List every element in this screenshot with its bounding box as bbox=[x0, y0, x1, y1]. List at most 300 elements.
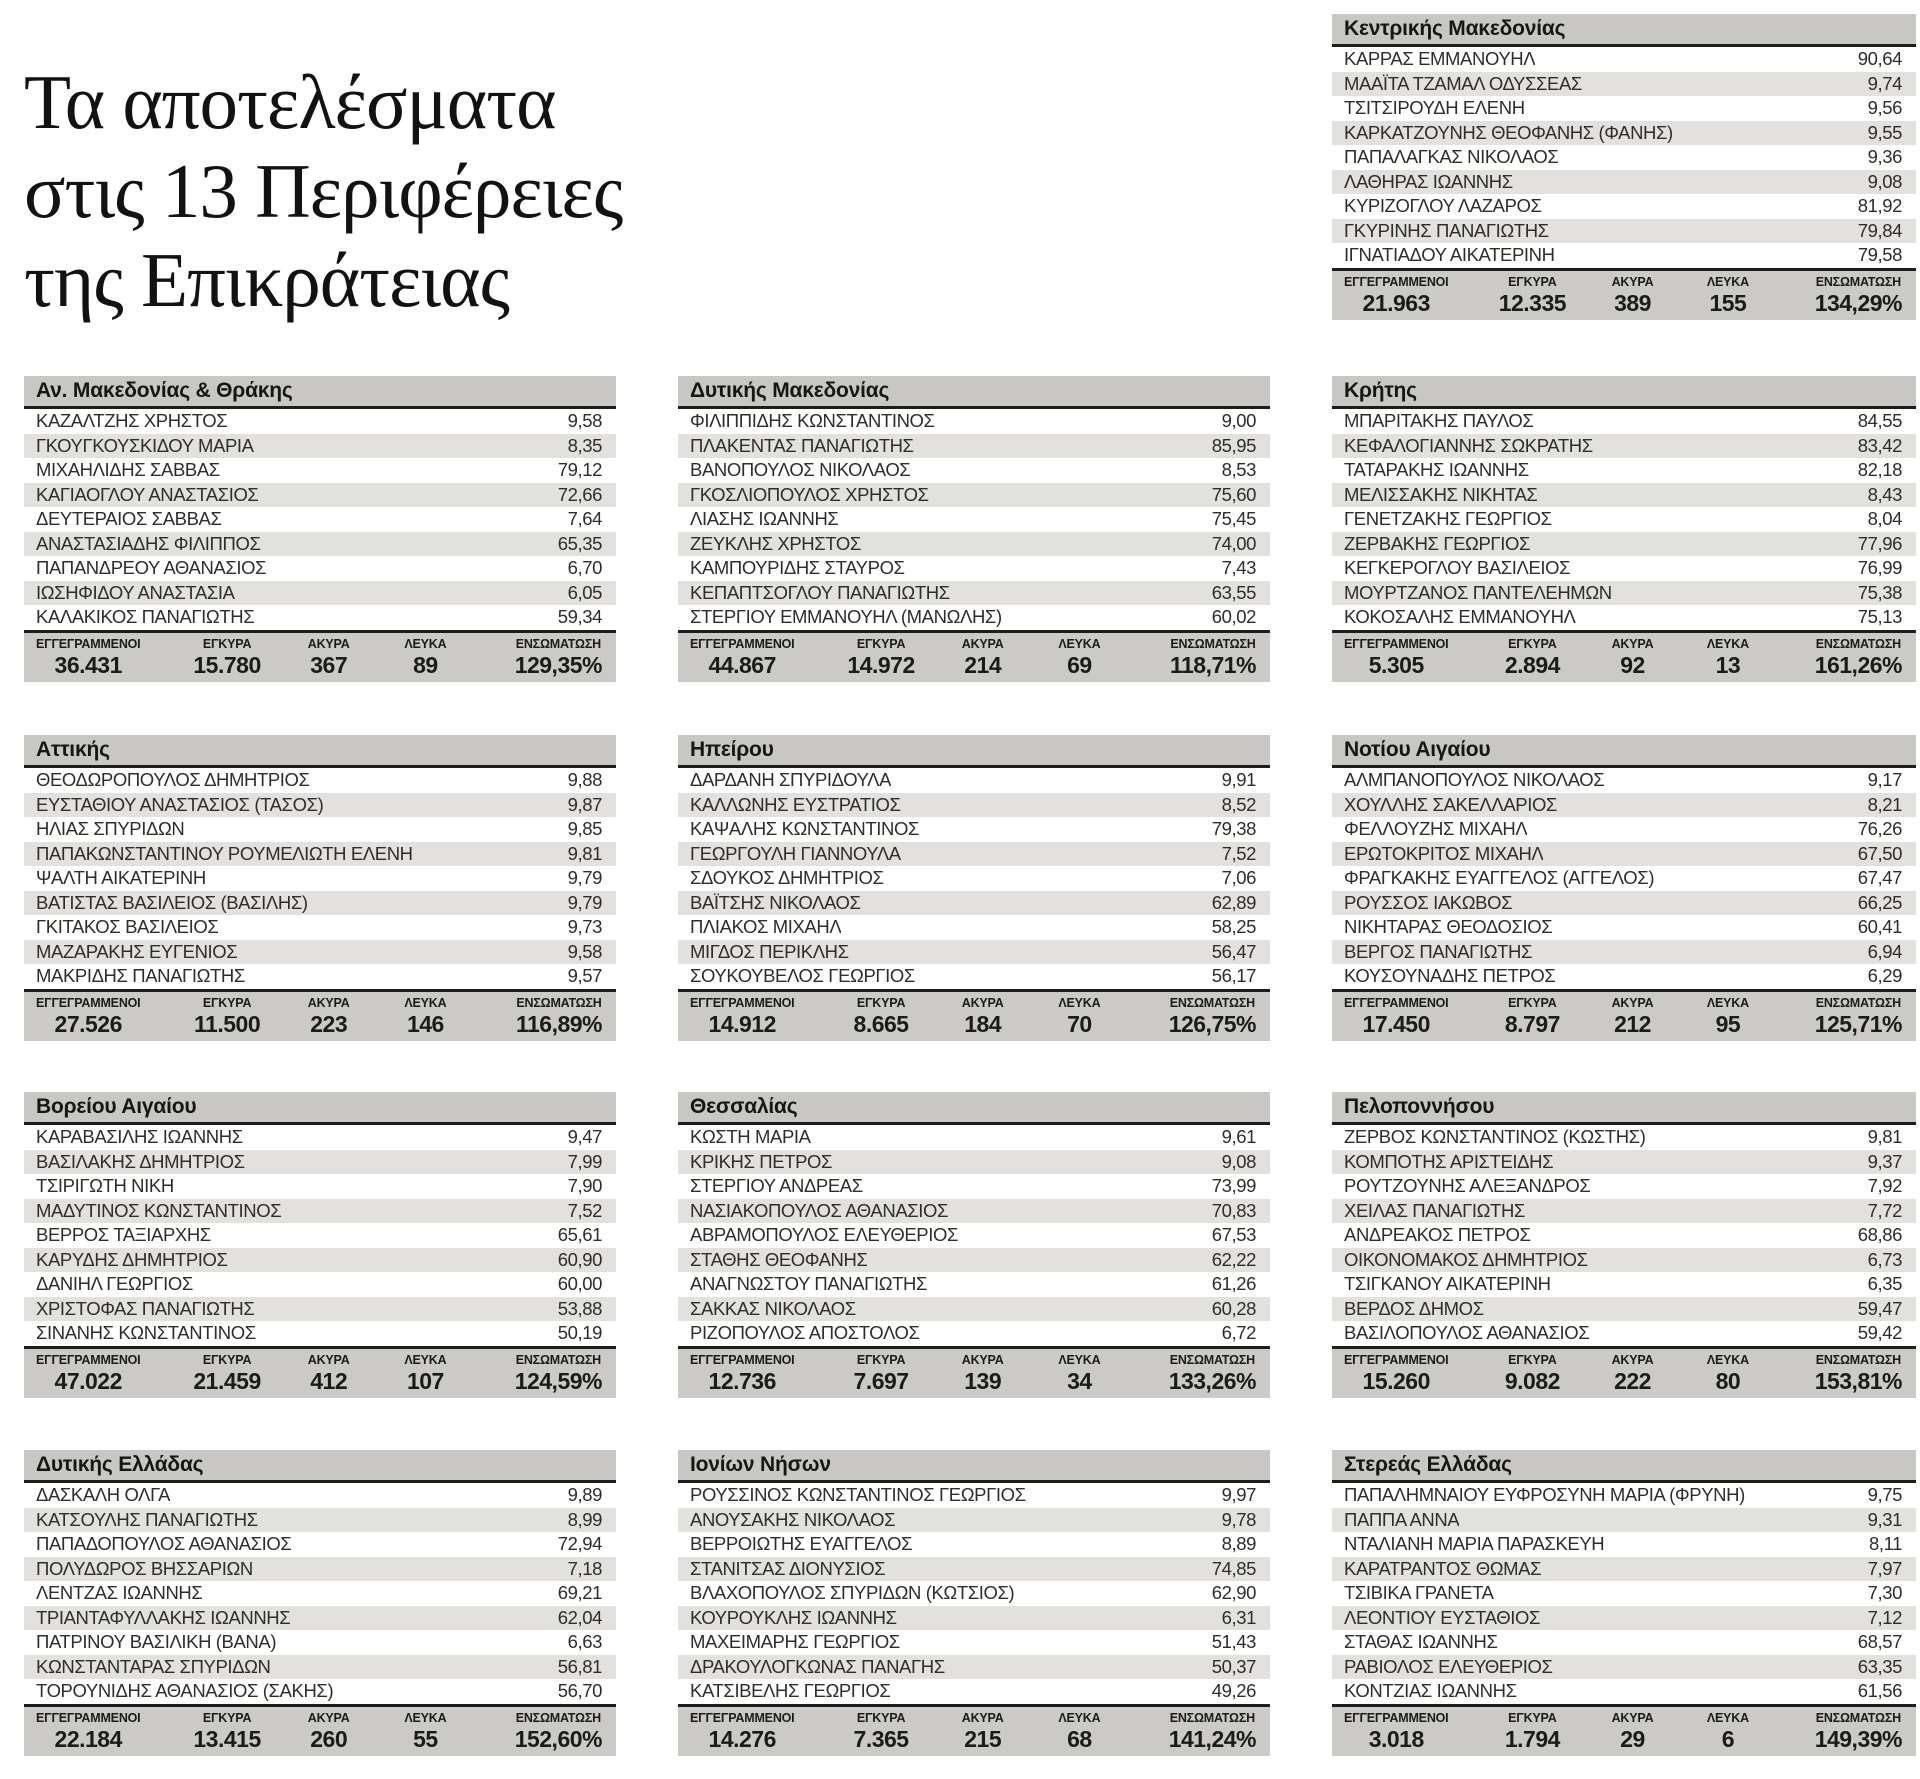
candidate-row bbox=[24, 891, 616, 916]
candidate-percentage: 7,99 bbox=[567, 1150, 602, 1172]
candidate-percentage: 51,43 bbox=[1211, 1631, 1256, 1653]
candidate-percentage: 7,97 bbox=[1867, 1557, 1902, 1579]
candidate-row bbox=[1332, 915, 1916, 940]
stat-value: 9.082 bbox=[1504, 1367, 1560, 1394]
candidate-percentage: 50,37 bbox=[1211, 1655, 1256, 1677]
candidate-row bbox=[1332, 1125, 1916, 1150]
stat-value: 2.894 bbox=[1504, 651, 1560, 678]
candidate-name: ΣΤΑΘΑΣ ΙΩΑΝΝΗΣ bbox=[1344, 1631, 1498, 1653]
stat-cell bbox=[1058, 1353, 1100, 1398]
candidate-percentage: 62,90 bbox=[1211, 1582, 1256, 1604]
stat-cell bbox=[1344, 1353, 1448, 1398]
candidate-row bbox=[678, 1508, 1270, 1533]
candidate-percentage: 6,94 bbox=[1867, 940, 1902, 962]
stat-cell bbox=[515, 1353, 602, 1398]
stat-cell bbox=[404, 637, 446, 682]
stat-label: ΕΓΓΕΓΡΑΜΜΕΝΟΙ bbox=[36, 1352, 141, 1367]
stat-label: ΕΓΚΥΡΑ bbox=[1508, 636, 1557, 651]
region-title: Δυτικής Ελλάδας bbox=[24, 1450, 616, 1483]
candidate-name: ΠΛΙΑΚΟΣ ΜΙΧΑΗΛ bbox=[690, 916, 842, 938]
region-stats-row bbox=[678, 1346, 1270, 1398]
candidate-name: ΠΑΠΑΔΟΠΟΥΛΟΣ ΑΘΑΝΑΣΙΟΣ bbox=[36, 1533, 292, 1555]
stat-label: ΛΕΥΚΑ bbox=[1706, 1352, 1749, 1367]
candidate-row bbox=[678, 1272, 1270, 1297]
candidate-row bbox=[678, 556, 1270, 581]
candidate-percentage: 9,97 bbox=[1221, 1484, 1256, 1506]
stat-value: 212 bbox=[1614, 1010, 1651, 1037]
candidate-row bbox=[678, 1223, 1270, 1248]
candidate-name: ΑΝΟΥΣΑΚΗΣ ΝΙΚΟΛΑΟΣ bbox=[690, 1508, 896, 1530]
candidate-name: ΚΑΡΥΔΗΣ ΔΗΜΗΤΡΙΟΣ bbox=[36, 1248, 228, 1270]
region-table bbox=[678, 1450, 1270, 1756]
candidate-row bbox=[1332, 121, 1916, 146]
candidate-name: ΜΠΑΡΙΤΑΚΗΣ ΠΑΥΛΟΣ bbox=[1344, 410, 1534, 432]
candidate-percentage: 9,08 bbox=[1221, 1150, 1256, 1172]
stat-label: ΕΓΚΥΡΑ bbox=[202, 636, 252, 651]
region-stats-row bbox=[1332, 630, 1916, 682]
stat-value: 21.459 bbox=[193, 1367, 261, 1394]
candidate-row bbox=[1332, 1630, 1916, 1655]
candidate-name: ΣΤΕΡΓΙΟΥ ΕΜΜΑΝΟΥΗΛ (ΜΑΝΩΛΗΣ) bbox=[690, 606, 1002, 628]
region-stats-row bbox=[1332, 268, 1916, 320]
candidate-row bbox=[1332, 1508, 1916, 1533]
candidate-row bbox=[24, 964, 616, 989]
candidate-name: ΛΙΑΣΗΣ ΙΩΑΝΝΗΣ bbox=[690, 508, 839, 530]
candidate-row bbox=[1332, 940, 1916, 965]
stat-label: ΕΓΚΥΡΑ bbox=[856, 1352, 906, 1367]
candidate-percentage: 59,34 bbox=[557, 606, 602, 628]
candidate-percentage: 9,87 bbox=[567, 793, 602, 815]
candidate-name: ΜΕΛΙΣΣΑΚΗΣ ΝΙΚΗΤΑΣ bbox=[1344, 483, 1538, 505]
candidate-name: ΔΕΥΤΕΡΑΙΟΣ ΣΑΒΒΑΣ bbox=[36, 508, 222, 530]
stat-label: ΕΓΓΕΓΡΑΜΜΕΝΟΙ bbox=[1344, 636, 1449, 651]
candidate-percentage: 56,81 bbox=[557, 1655, 602, 1677]
candidate-row bbox=[24, 1223, 616, 1248]
region-title: Στερεάς Ελλάδας bbox=[1332, 1450, 1916, 1483]
candidate-percentage: 7,12 bbox=[1867, 1606, 1902, 1628]
candidate-name: ΚΑΡΑΒΑΣΙΛΗΣ ΙΩΑΝΝΗΣ bbox=[36, 1126, 243, 1148]
stat-label: ΛΕΥΚΑ bbox=[1058, 1352, 1101, 1367]
stat-cell bbox=[962, 1353, 1004, 1398]
stat-cell bbox=[1169, 1711, 1256, 1756]
stat-value: 17.450 bbox=[1362, 1010, 1430, 1037]
stat-label: ΛΕΥΚΑ bbox=[404, 995, 447, 1010]
candidate-percentage: 60,90 bbox=[557, 1248, 602, 1270]
stat-label: ΕΓΓΕΓΡΑΜΜΕΝΟΙ bbox=[690, 995, 795, 1010]
candidate-percentage: 74,85 bbox=[1211, 1557, 1256, 1579]
candidate-name: ΚΑΛΛΩΝΗΣ ΕΥΣΤΡΑΤΙΟΣ bbox=[690, 793, 901, 815]
candidate-row bbox=[24, 1174, 616, 1199]
stat-value: 129,35% bbox=[514, 651, 602, 678]
stat-label: ΕΓΓΕΓΡΑΜΜΕΝΟΙ bbox=[690, 1352, 795, 1367]
candidate-name: ΣΤΕΡΓΙΟΥ ΑΝΔΡΕΑΣ bbox=[690, 1175, 863, 1197]
stat-value: 7.365 bbox=[853, 1725, 909, 1752]
candidate-percentage: 6,35 bbox=[1867, 1273, 1902, 1295]
candidate-percentage: 6,31 bbox=[1221, 1606, 1256, 1628]
stat-value: 118,71% bbox=[1169, 651, 1256, 678]
candidate-percentage: 67,47 bbox=[1857, 867, 1902, 889]
candidate-name: ΚΩΝΣΤΑΝΤΑΡΑΣ ΣΠΥΡΙΔΩΝ bbox=[36, 1655, 271, 1677]
stat-label: ΑΚΥΡΑ bbox=[1611, 1352, 1654, 1367]
candidate-row bbox=[678, 1532, 1270, 1557]
region-table bbox=[678, 376, 1270, 682]
candidate-name: ΚΟΥΣΟΥΝΑΔΗΣ ΠΕΤΡΟΣ bbox=[1344, 965, 1556, 987]
candidate-row bbox=[678, 891, 1270, 916]
candidate-name: ΓΕΩΡΓΟΥΛΗ ΓΙΑΝΝΟΥΛΑ bbox=[690, 842, 901, 864]
candidate-name: ΜΑΑΪΤΑ ΤΖΑΜΑΛ ΟΔΥΣΣΕΑΣ bbox=[1344, 72, 1582, 94]
stat-cell bbox=[1707, 1711, 1749, 1756]
stat-value: 21.963 bbox=[1362, 289, 1430, 316]
candidate-row bbox=[1332, 1581, 1916, 1606]
stat-value: 13 bbox=[1715, 651, 1741, 678]
candidate-row bbox=[1332, 96, 1916, 121]
region-stats-row bbox=[1332, 1346, 1916, 1398]
candidate-percentage: 56,17 bbox=[1211, 965, 1256, 987]
stat-value: 36.431 bbox=[54, 651, 122, 678]
stat-label: ΕΝΣΩΜΑΤΩΣΗ bbox=[1815, 636, 1901, 651]
candidate-row bbox=[1332, 793, 1916, 818]
candidate-percentage: 7,52 bbox=[567, 1199, 602, 1221]
candidate-name: ΚΩΣΤΗ ΜΑΡΙΑ bbox=[690, 1126, 811, 1148]
stat-cell bbox=[1169, 996, 1256, 1041]
stat-cell bbox=[36, 637, 140, 682]
stat-cell bbox=[854, 1711, 909, 1756]
stat-value: 134,29% bbox=[1814, 289, 1902, 316]
candidate-name: ΒΕΡΡΟΣ ΤΑΞΙΑΡΧΗΣ bbox=[36, 1224, 211, 1246]
candidate-rows bbox=[24, 768, 616, 989]
candidate-row bbox=[1332, 1199, 1916, 1224]
stat-value: 107 bbox=[406, 1367, 444, 1394]
stat-label: ΕΓΓΕΓΡΑΜΜΕΝΟΙ bbox=[690, 636, 795, 651]
candidate-name: ΚΟΝΤΖΙΑΣ ΙΩΑΝΝΗΣ bbox=[1344, 1680, 1517, 1702]
candidate-rows bbox=[678, 768, 1270, 989]
stat-value: 214 bbox=[964, 651, 1002, 678]
candidate-name: ΤΟΡΟΥΝΙΔΗΣ ΑΘΑΝΑΣΙΟΣ (ΣΑΚΗΣ) bbox=[36, 1680, 334, 1702]
stat-cell bbox=[962, 996, 1004, 1041]
stat-cell bbox=[1170, 637, 1256, 682]
stat-label: ΛΕΥΚΑ bbox=[1058, 995, 1101, 1010]
candidate-row bbox=[678, 1679, 1270, 1704]
candidate-percentage: 67,50 bbox=[1857, 842, 1902, 864]
stat-label: ΑΚΥΡΑ bbox=[307, 636, 350, 651]
stat-value: 7.697 bbox=[853, 1367, 909, 1394]
stat-cell bbox=[1499, 275, 1566, 320]
candidate-name: ΧΕΙΛΑΣ ΠΑΝΑΓΙΩΤΗΣ bbox=[1344, 1199, 1525, 1221]
stat-value: 1.794 bbox=[1504, 1725, 1560, 1752]
stat-label: ΑΚΥΡΑ bbox=[307, 1352, 350, 1367]
candidate-name: ΚΑΖΑΛΤΖΗΣ ΧΡΗΣΤΟΣ bbox=[36, 410, 228, 432]
candidate-name: ΚΑΤΣΙΒΕΛΗΣ ΓΕΩΡΓΙΟΣ bbox=[690, 1680, 891, 1702]
stat-value: 116,89% bbox=[515, 1010, 602, 1037]
stat-cell bbox=[1505, 1353, 1560, 1398]
stat-value: 47.022 bbox=[54, 1367, 122, 1394]
candidate-name: ΤΣΙΡΙΓΩΤΗ ΝΙΚΗ bbox=[36, 1175, 174, 1197]
candidate-percentage: 72,94 bbox=[557, 1533, 602, 1555]
candidate-percentage: 76,99 bbox=[1857, 557, 1902, 579]
candidate-row bbox=[678, 1581, 1270, 1606]
candidate-name: ΒΕΡΡΟΙΩΤΗΣ ΕΥΑΓΓΕΛΟΣ bbox=[690, 1533, 913, 1555]
stat-label: ΛΕΥΚΑ bbox=[1706, 274, 1749, 289]
stat-value: 5.305 bbox=[1368, 651, 1424, 678]
stat-label: ΕΓΓΕΓΡΑΜΜΕΝΟΙ bbox=[36, 995, 141, 1010]
candidate-percentage: 63,55 bbox=[1211, 581, 1256, 603]
candidate-name: ΧΟΥΛΛΗΣ ΣΑΚΕΛΛΑΡΙΟΣ bbox=[1344, 793, 1557, 815]
candidate-name: ΣΙΝΑΝΗΣ ΚΩΝΣΤΑΝΤΙΝΟΣ bbox=[36, 1322, 256, 1344]
stat-cell bbox=[194, 996, 260, 1041]
candidate-name: ΖΕΡΒΑΚΗΣ ΓΕΩΡΓΙΟΣ bbox=[1344, 532, 1530, 554]
stat-value: 95 bbox=[1715, 1010, 1741, 1037]
candidate-percentage: 62,22 bbox=[1211, 1248, 1256, 1270]
stat-value: 153,81% bbox=[1814, 1367, 1902, 1394]
candidate-row bbox=[24, 1581, 616, 1606]
candidate-row bbox=[1332, 1483, 1916, 1508]
candidate-name: ΠΑΠΑΝΔΡΕΟΥ ΑΘΑΝΑΣΙΟΣ bbox=[36, 557, 267, 579]
candidate-row bbox=[678, 866, 1270, 891]
stat-label: ΕΝΣΩΜΑΤΩΣΗ bbox=[1169, 1352, 1255, 1367]
stat-value: 124,59% bbox=[514, 1367, 602, 1394]
candidate-name: ΤΣΙΒΙΚΑ ΓΡΑΝΕΤΑ bbox=[1344, 1582, 1494, 1604]
candidate-row bbox=[1332, 817, 1916, 842]
candidate-name: ΜΙΓΔΟΣ ΠΕΡΙΚΛΗΣ bbox=[690, 940, 849, 962]
stat-cell bbox=[36, 996, 140, 1041]
candidate-percentage: 84,55 bbox=[1857, 410, 1902, 432]
candidate-name: ΚΥΡΙΖΟΓΛΟΥ ΛΑΖΑΡΟΣ bbox=[1344, 195, 1542, 217]
candidate-percentage: 75,13 bbox=[1857, 606, 1902, 628]
stat-label: ΕΓΚΥΡΑ bbox=[202, 1710, 252, 1725]
candidate-name: ΚΑΡΑΤΡΑΝΤΟΣ ΘΩΜΑΣ bbox=[1344, 1557, 1542, 1579]
candidate-row bbox=[678, 581, 1270, 606]
page-title-line: Τα αποτελέσματα bbox=[24, 58, 556, 145]
candidate-row bbox=[24, 915, 616, 940]
stat-cell bbox=[1344, 275, 1448, 320]
stat-label: ΑΚΥΡΑ bbox=[961, 636, 1004, 651]
region-title: Ιονίων Νήσων bbox=[678, 1450, 1270, 1483]
candidate-percentage: 9,79 bbox=[567, 891, 602, 913]
candidate-percentage: 62,89 bbox=[1211, 891, 1256, 913]
candidate-rows bbox=[1332, 409, 1916, 630]
stat-value: 149,39% bbox=[1814, 1725, 1902, 1752]
stat-label: ΕΓΚΥΡΑ bbox=[1508, 1710, 1557, 1725]
candidate-name: ΤΑΤΑΡΑΚΗΣ ΙΩΑΝΝΗΣ bbox=[1344, 459, 1529, 481]
stat-label: ΕΓΚΥΡΑ bbox=[202, 995, 252, 1010]
stat-value: 155 bbox=[1709, 289, 1747, 316]
candidate-row bbox=[1332, 556, 1916, 581]
candidate-name: ΓΚΟΥΓΚΟΥΣΚΙΔΟΥ ΜΑΡΙΑ bbox=[36, 434, 254, 456]
candidate-row bbox=[24, 532, 616, 557]
candidate-name: ΣΟΥΚΟΥΒΕΛΟΣ ΓΕΩΡΓΙΟΣ bbox=[690, 965, 915, 987]
candidate-name: ΠΟΛΥΔΩΡΟΣ ΒΗΣΣΑΡΙΩΝ bbox=[36, 1557, 253, 1579]
stat-label: ΕΓΚΥΡΑ bbox=[1508, 274, 1557, 289]
candidate-percentage: 61,56 bbox=[1857, 1680, 1902, 1702]
stat-cell bbox=[36, 1711, 140, 1756]
candidate-percentage: 8,99 bbox=[567, 1508, 602, 1530]
candidate-percentage: 72,66 bbox=[557, 483, 602, 505]
stat-label: ΕΝΣΩΜΑΤΩΣΗ bbox=[1815, 274, 1901, 289]
candidate-name: ΚΕΠΑΠΤΣΟΓΛΟΥ ΠΑΝΑΓΙΩΤΗΣ bbox=[690, 581, 950, 603]
region-title: Κεντρικής Μακεδονίας bbox=[1332, 14, 1916, 47]
candidate-name: ΑΛΜΠΑΝΟΠΟΥΛΟΣ ΝΙΚΟΛΑΟΣ bbox=[1344, 769, 1605, 791]
candidate-name: ΣΔΟΥΚΟΣ ΔΗΜΗΤΡΙΟΣ bbox=[690, 867, 884, 889]
candidate-percentage: 9,74 bbox=[1867, 72, 1902, 94]
region-table bbox=[1332, 1450, 1916, 1756]
candidate-row bbox=[1332, 1321, 1916, 1346]
stat-label: ΕΝΣΩΜΑΤΩΣΗ bbox=[515, 1710, 601, 1725]
stat-cell bbox=[308, 1711, 350, 1756]
candidate-percentage: 8,11 bbox=[1868, 1533, 1902, 1555]
stat-cell bbox=[193, 637, 260, 682]
candidate-name: ΓΚΙΤΑΚΟΣ ΒΑΣΙΛΕΙΟΣ bbox=[36, 916, 219, 938]
candidate-percentage: 8,89 bbox=[1221, 1533, 1256, 1555]
candidate-name: ΚΑΛΑΚΙΚΟΣ ΠΑΝΑΓΙΩΤΗΣ bbox=[36, 606, 255, 628]
candidate-name: ΜΑΧΕΙΜΑΡΗΣ ΓΕΩΡΓΙΟΣ bbox=[690, 1631, 900, 1653]
candidate-percentage: 9,75 bbox=[1867, 1484, 1902, 1506]
stat-cell bbox=[1707, 996, 1749, 1041]
candidate-percentage: 9,36 bbox=[1867, 146, 1902, 168]
candidate-name: ΝΤΑΛΙΑΝΗ ΜΑΡΙΑ ΠΑΡΑΣΚΕΥΗ bbox=[1344, 1533, 1605, 1555]
candidate-name: ΣΤΑΘΗΣ ΘΕΟΦΑΝΗΣ bbox=[690, 1248, 868, 1270]
candidate-rows bbox=[1332, 768, 1916, 989]
candidate-row bbox=[24, 866, 616, 891]
candidate-row bbox=[1332, 1272, 1916, 1297]
candidate-percentage: 82,18 bbox=[1857, 459, 1902, 481]
candidate-percentage: 56,70 bbox=[557, 1680, 602, 1702]
candidate-row bbox=[1332, 1606, 1916, 1631]
stat-cell bbox=[1505, 1711, 1560, 1756]
candidate-name: ΠΑΠΑΛΑΓΚΑΣ ΝΙΚΟΛΑΟΣ bbox=[1344, 146, 1559, 168]
stat-cell bbox=[404, 996, 446, 1041]
stat-cell bbox=[1344, 637, 1448, 682]
candidate-name: ΑΝΑΓΝΩΣΤΟΥ ΠΑΝΑΓΙΩΤΗΣ bbox=[690, 1273, 928, 1295]
candidate-row bbox=[24, 507, 616, 532]
candidate-name: ΑΝΔΡΕΑΚΟΣ ΠΕΤΡΟΣ bbox=[1344, 1224, 1531, 1246]
candidate-percentage: 9,81 bbox=[1867, 1126, 1902, 1148]
candidate-row bbox=[1332, 72, 1916, 97]
candidate-name: ΝΙΚΗΤΑΡΑΣ ΘΕΟΔΟΣΙΟΣ bbox=[1344, 916, 1553, 938]
candidate-percentage: 83,42 bbox=[1857, 434, 1902, 456]
stat-value: 27.526 bbox=[54, 1010, 122, 1037]
candidate-name: ΚΑΨΑΛΗΣ ΚΩΝΣΤΑΝΤΙΝΟΣ bbox=[690, 818, 919, 840]
candidate-percentage: 59,42 bbox=[1857, 1322, 1902, 1344]
stat-label: ΕΝΣΩΜΑΤΩΣΗ bbox=[515, 1352, 601, 1367]
candidate-percentage: 9,73 bbox=[567, 916, 602, 938]
candidate-name: ΦΕΛΛΟΥΖΗΣ ΜΙΧΑΗΛ bbox=[1344, 818, 1528, 840]
stat-label: ΕΓΚΥΡΑ bbox=[1508, 995, 1557, 1010]
candidate-row bbox=[1332, 1248, 1916, 1273]
candidate-name: ΖΕΡΒΟΣ ΚΩΝΣΤΑΝΤΙΝΟΣ (ΚΩΣΤΗΣ) bbox=[1344, 1126, 1646, 1148]
stat-label: ΕΓΚΥΡΑ bbox=[1508, 1352, 1557, 1367]
stat-value: 125,71% bbox=[1814, 1010, 1902, 1037]
candidate-percentage: 73,99 bbox=[1211, 1175, 1256, 1197]
candidate-name: ΨΑΛΤΗ ΑΙΚΑΤΕΡΙΝΗ bbox=[36, 867, 206, 889]
stat-label: ΑΚΥΡΑ bbox=[1611, 995, 1654, 1010]
candidate-name: ΧΡΙΣΤΟΦΑΣ ΠΑΝΑΓΙΩΤΗΣ bbox=[36, 1297, 255, 1319]
candidate-name: ΣΤΑΝΙΤΣΑΣ ΔΙΟΝΥΣΙΟΣ bbox=[690, 1557, 886, 1579]
candidate-rows bbox=[24, 1483, 616, 1704]
stat-label: ΕΓΓΕΓΡΑΜΜΕΝΟΙ bbox=[1344, 1710, 1449, 1725]
stat-label: ΕΝΣΩΜΑΤΩΣΗ bbox=[1815, 995, 1901, 1010]
candidate-name: ΒΑΝΟΠΟΥΛΟΣ ΝΙΚΟΛΑΟΣ bbox=[690, 459, 911, 481]
candidate-row bbox=[24, 817, 616, 842]
candidate-name: ΜΑΖΑΡΑΚΗΣ ΕΥΓΕΝΙΟΣ bbox=[36, 940, 238, 962]
candidate-percentage: 49,26 bbox=[1211, 1680, 1256, 1702]
stat-value: 22.184 bbox=[54, 1725, 122, 1752]
stat-value: 34 bbox=[1067, 1367, 1092, 1394]
candidate-name: ΚΑΜΠΟΥΡΙΔΗΣ ΣΤΑΥΡΟΣ bbox=[690, 557, 905, 579]
candidate-row bbox=[1332, 434, 1916, 459]
candidate-row bbox=[24, 842, 616, 867]
candidate-name: ΠΑΠΑΚΩΝΣΤΑΝΤΙΝΟΥ ΡΟΥΜΕΛΙΩΤΗ ΕΛΕΝΗ bbox=[36, 842, 413, 864]
stat-cell bbox=[1815, 275, 1902, 320]
candidate-row bbox=[678, 1174, 1270, 1199]
candidate-name: ΔΡΑΚΟΥΛΟΓΚΩΝΑΣ ΠΑΝΑΓΗΣ bbox=[690, 1655, 945, 1677]
stat-cell bbox=[308, 637, 350, 682]
candidate-percentage: 7,43 bbox=[1221, 557, 1256, 579]
candidate-name: ΤΡΙΑΝΤΑΦΥΛΛΑΚΗΣ ΙΩΑΝΝΗΣ bbox=[36, 1606, 291, 1628]
stat-label: ΑΚΥΡΑ bbox=[307, 1710, 350, 1725]
candidate-percentage: 8,35 bbox=[567, 434, 602, 456]
stat-value: 29 bbox=[1620, 1725, 1645, 1752]
stat-cell bbox=[1505, 637, 1560, 682]
candidate-row bbox=[678, 1655, 1270, 1680]
candidate-name: ΜΑΔΥΤΙΝΟΣ ΚΩΝΣΤΑΝΤΙΝΟΣ bbox=[36, 1199, 282, 1221]
candidate-row bbox=[1332, 605, 1916, 630]
region-table bbox=[1332, 376, 1916, 682]
candidate-name: ΣΑΚΚΑΣ ΝΙΚΟΛΑΟΣ bbox=[690, 1297, 856, 1319]
candidate-percentage: 67,53 bbox=[1211, 1224, 1256, 1246]
candidate-percentage: 65,35 bbox=[557, 532, 602, 554]
candidate-row bbox=[24, 1321, 616, 1346]
candidate-row bbox=[24, 793, 616, 818]
candidate-row bbox=[24, 940, 616, 965]
candidate-percentage: 81,92 bbox=[1857, 195, 1902, 217]
candidate-name: ΠΛΑΚΕΝΤΑΣ ΠΑΝΑΓΙΩΤΗΣ bbox=[690, 434, 914, 456]
candidate-percentage: 9,79 bbox=[567, 867, 602, 889]
candidate-row bbox=[1332, 768, 1916, 793]
candidate-percentage: 7,30 bbox=[1867, 1582, 1902, 1604]
candidate-row bbox=[24, 1483, 616, 1508]
stat-cell bbox=[193, 1711, 260, 1756]
stat-cell bbox=[1815, 1353, 1902, 1398]
stat-value: 44.867 bbox=[708, 651, 776, 678]
candidate-percentage: 62,04 bbox=[557, 1606, 602, 1628]
stat-cell bbox=[1058, 1711, 1100, 1756]
candidate-percentage: 7,92 bbox=[1867, 1175, 1902, 1197]
candidate-row bbox=[1332, 47, 1916, 72]
candidate-row bbox=[1332, 1557, 1916, 1582]
stat-value: 6 bbox=[1721, 1725, 1735, 1752]
candidate-percentage: 50,19 bbox=[557, 1322, 602, 1344]
candidate-row bbox=[1332, 219, 1916, 244]
region-stats-row bbox=[24, 989, 616, 1041]
stat-value: 184 bbox=[964, 1010, 1002, 1037]
candidate-percentage: 75,45 bbox=[1211, 508, 1256, 530]
candidate-percentage: 9,31 bbox=[1867, 1508, 1902, 1530]
candidate-row bbox=[1332, 964, 1916, 989]
candidate-percentage: 60,00 bbox=[557, 1273, 602, 1295]
candidate-row bbox=[1332, 458, 1916, 483]
candidate-percentage: 74,00 bbox=[1211, 532, 1256, 554]
candidate-percentage: 8,21 bbox=[1867, 793, 1902, 815]
stat-label: ΕΓΚΥΡΑ bbox=[856, 995, 906, 1010]
candidate-percentage: 66,25 bbox=[1857, 891, 1902, 913]
candidate-row bbox=[1332, 866, 1916, 891]
stat-label: ΑΚΥΡΑ bbox=[1611, 1710, 1654, 1725]
stat-cell bbox=[1815, 1711, 1902, 1756]
region-stats-row bbox=[678, 1704, 1270, 1756]
candidate-percentage: 9,89 bbox=[567, 1484, 602, 1506]
stat-cell bbox=[1344, 996, 1448, 1041]
stat-label: ΑΚΥΡΑ bbox=[1611, 274, 1654, 289]
